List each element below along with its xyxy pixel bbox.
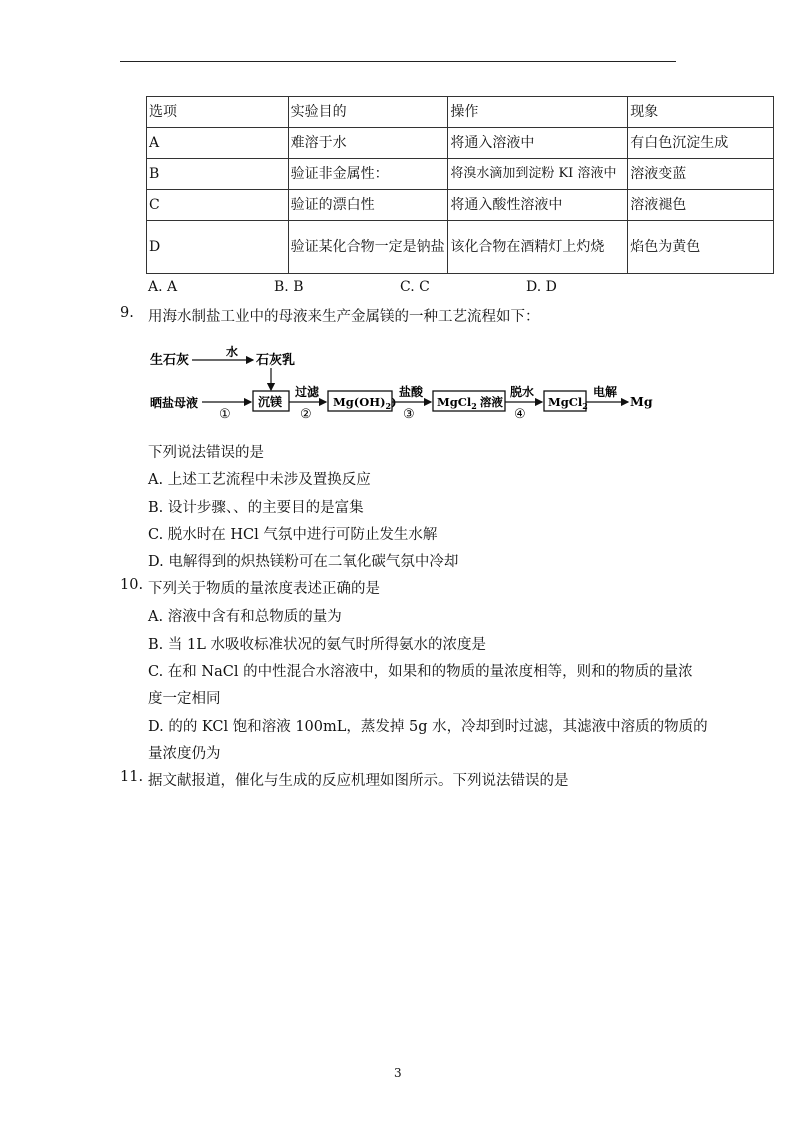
q8-option: B. B <box>274 279 304 295</box>
table-header-cell: 现象 <box>628 97 774 128</box>
table-cell: 验证的漂白性 <box>288 190 448 221</box>
q10-line: C. 在和 NaCl 的中性混合水溶液中，如果和的物质的量浓度相等，则和的物质的量浓 <box>148 664 693 680</box>
q10-stem: 下列关于物质的量浓度表述正确的是 <box>148 581 380 597</box>
table-cell: 验证某化合物一定是钠盐 <box>288 221 448 274</box>
q9-option: B. 设计步骤、、的主要目的是富集 <box>148 500 364 516</box>
flow-water: 水 <box>226 345 239 359</box>
q8-option: C. C <box>400 279 430 295</box>
q9-option: C. 脱水时在 HCl 气氛中进行可防止发生水解 <box>148 527 438 543</box>
table-cell: 将溴水滴加到淀粉 KI 溶液中 <box>448 159 628 190</box>
table-header-cell: 选项 <box>147 97 289 128</box>
page-number: 3 <box>394 1066 402 1080</box>
table-cell: B <box>147 159 289 190</box>
table-row <box>147 159 774 190</box>
flow-lime: 生石灰 <box>150 353 190 368</box>
q9-option: A. 上述工艺流程中未涉及置换反应 <box>148 472 371 488</box>
table-cell: A <box>147 128 289 159</box>
table-cell: D <box>147 221 289 274</box>
table-cell: 有白色沉淀生成 <box>628 128 774 159</box>
q8-options <box>148 279 748 297</box>
q10-line: 量浓度仍为 <box>148 746 221 762</box>
table-cell: 溶液变蓝 <box>628 159 774 190</box>
table-row <box>147 128 774 159</box>
q8-option: A. A <box>148 279 178 295</box>
header-rule <box>120 61 676 62</box>
q11-number: 11. <box>120 769 144 785</box>
process-flow-diagram <box>150 340 670 430</box>
flow-dehydrate: 脱水 <box>510 385 535 399</box>
table-cell: 将通入酸性溶液中 <box>448 190 628 221</box>
table-cell: C <box>147 190 289 221</box>
table-cell: 焰色为黄色 <box>628 221 774 274</box>
flow-electrolysis: 电解 <box>593 385 618 399</box>
flow-precip: 沉镁 <box>258 395 283 409</box>
table-header-row <box>147 97 774 128</box>
flow-limemilk: 石灰乳 <box>256 353 296 368</box>
flow-brine: 晒盐母液 <box>150 396 199 410</box>
q9-number: 9. <box>120 305 134 321</box>
table-cell: 难溶于水 <box>288 128 448 159</box>
q9-option: D. 电解得到的炽热镁粉可在二氧化碳气氛中冷却 <box>148 554 459 570</box>
flow-step: ④ <box>514 407 526 422</box>
q11-stem: 据文献报道，催化与生成的反应机理如图所示。下列说法错误的是 <box>148 773 569 789</box>
q8-option: D. D <box>526 279 557 295</box>
flow-mgcl2-solution: MgCl$_2$ 溶液 <box>437 395 503 411</box>
flow-step: ② <box>300 407 312 422</box>
flow-mgoh2: $Mg(OH)_2$) <box>333 395 397 411</box>
flow-mgcl2: MgCl$_2$ <box>548 395 588 411</box>
table-header-cell: 操作 <box>448 97 628 128</box>
flow-filter: 过滤 <box>295 385 320 399</box>
q10-line: 度一定相同 <box>148 691 221 707</box>
flow-step: ① <box>219 407 231 422</box>
q9-stem: 用海水制盐工业中的母液来生产金属镁的一种工艺流程如下： <box>148 309 540 325</box>
table-row <box>147 221 774 274</box>
table-cell: 将通入溶液中 <box>448 128 628 159</box>
table-cell: 溶液褪色 <box>628 190 774 221</box>
q9-prompt: 下列说法错误的是 <box>148 445 264 461</box>
table-cell: 验证非金属性： <box>288 159 448 190</box>
experiment-table <box>146 96 774 274</box>
q10-line: D. 的的 KCl 饱和溶液 100mL，蒸发掉 5g 水，冷却到时过滤，其滤液中溶质的物质的 <box>148 719 708 735</box>
table-header-cell: 实验目的 <box>288 97 448 128</box>
table-cell: 该化合物在酒精灯上灼烧 <box>448 221 628 274</box>
q10-line: A. 溶液中含有和总物质的量为 <box>148 609 342 625</box>
table-row <box>147 190 774 221</box>
q10-line: B. 当 1L 水吸收标准状况的氨气时所得氨水的浓度是 <box>148 637 486 653</box>
flow-step: ③ <box>403 407 415 422</box>
q10-number: 10. <box>120 577 144 593</box>
flow-mg: Mg <box>630 394 653 409</box>
flow-hcl: 盐酸 <box>399 385 424 399</box>
